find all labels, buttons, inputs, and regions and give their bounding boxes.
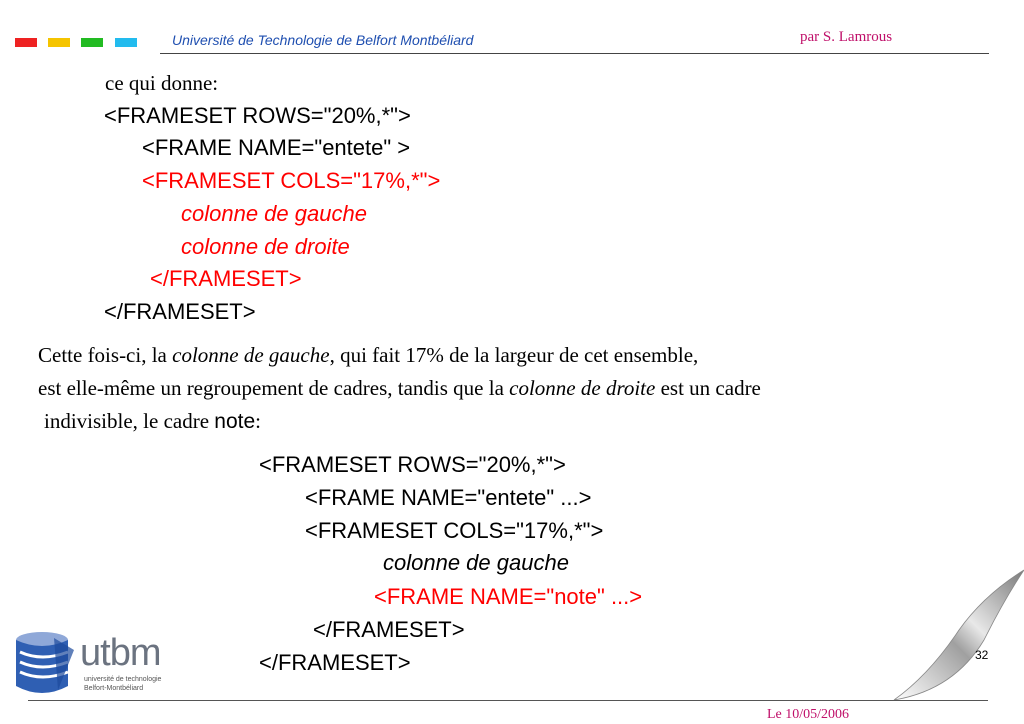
page-number: 32: [975, 648, 989, 662]
code1-line-4: colonne de gauche: [181, 201, 367, 226]
page-curl: [864, 540, 1024, 700]
code2-line-2: <FRAME NAME="entete" ...>: [305, 485, 592, 510]
intro-text: ce qui donne:: [105, 71, 219, 95]
logo-subtitle-1: université de technologie: [84, 676, 162, 683]
author: par S. Lamrous: [800, 29, 893, 45]
code1-line-3: <FRAMESET COLS="17%,*">: [142, 168, 441, 193]
code1-line-6: </FRAMESET>: [150, 266, 302, 291]
logo-subtitle-2: Belfort-Montbéliard: [84, 685, 144, 692]
header-divider: [160, 53, 989, 54]
header-square-yellow: [48, 38, 70, 47]
university-name: Université de Technologie de Belfort Montbéliard: [172, 32, 474, 48]
paragraph-line-1: Cette fois-ci, la colonne de gauche, qui fait 17% de la largeur de cet ensemble,: [38, 343, 699, 367]
code1-line-1: <FRAMESET ROWS="20%,*">: [104, 103, 411, 128]
paragraph-line-3: indivisible, le cadre note:: [44, 409, 261, 433]
utbm-logo-icon: [14, 630, 76, 696]
header-square-red: [15, 38, 37, 47]
code2-line-6: </FRAMESET>: [313, 617, 465, 642]
code1-line-5: colonne de droite: [181, 234, 350, 259]
code2-line-1: <FRAMESET ROWS="20%,*">: [259, 452, 566, 477]
logo-wordmark: utbm: [80, 632, 161, 674]
header-square-green: [81, 38, 103, 47]
code1-line-2: <FRAME NAME="entete" >: [142, 135, 411, 160]
code2-line-3: <FRAMESET COLS="17%,*">: [305, 518, 604, 543]
utbm-logo: [14, 630, 179, 696]
footer-divider: [28, 700, 988, 701]
footer-date: Le 10/05/2006: [767, 707, 850, 722]
code2-line-4: colonne de gauche: [383, 550, 569, 575]
paragraph-line-2: est elle-même un regroupement de cadres, tandis que la colonne de droite est un cadre: [38, 376, 761, 400]
code2-line-7: </FRAMESET>: [259, 650, 411, 675]
code1-line-7: </FRAMESET>: [104, 299, 256, 324]
header-square-cyan: [115, 38, 137, 47]
code2-line-5: <FRAME NAME="note" ...>: [374, 584, 643, 609]
